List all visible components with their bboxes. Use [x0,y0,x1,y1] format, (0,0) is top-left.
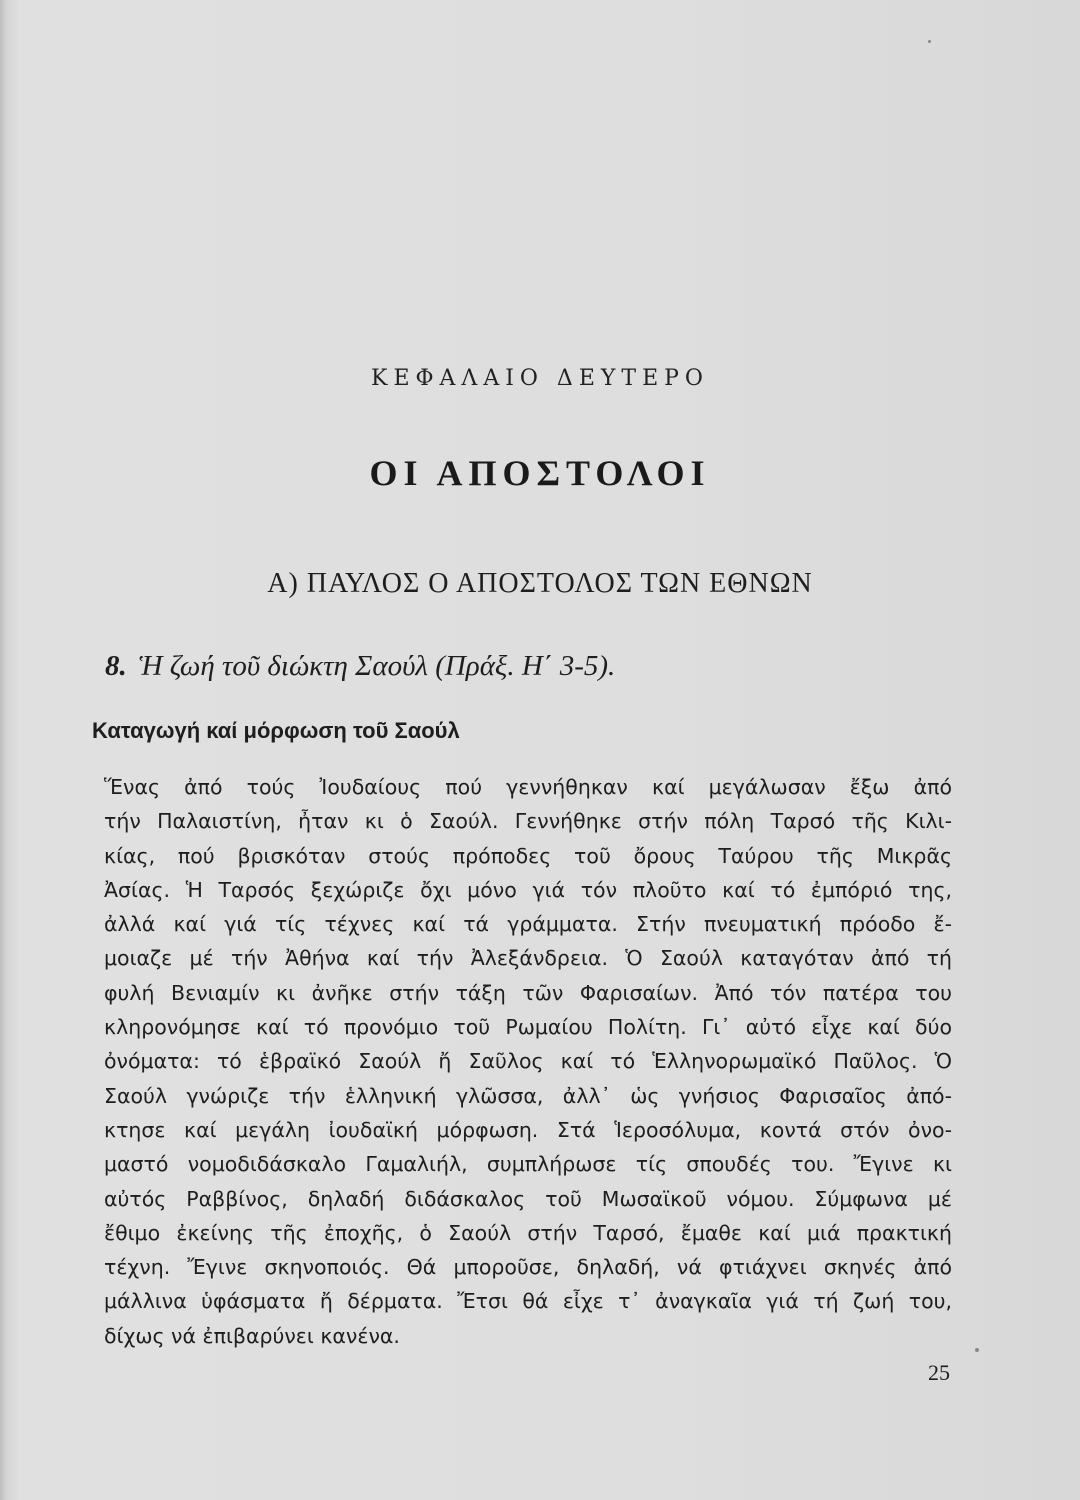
body-paragraph [104,770,952,1353]
body-line: τήν Παλαιστίνη, ἦταν κι ὁ Σαούλ. Γεννήθηκε στήν πόλη Ταρσό τῆς Κιλι- [104,809,952,834]
lesson-heading [105,650,615,683]
page-number: 25 [928,1360,950,1385]
body-line: κτησε καί μεγάλη ἰουδαϊκή μόρφωση. Στά Ἱεροσόλυμα, κοντά στόν ὀνο- [104,1117,952,1142]
body-line: Ἕνας ἀπό τούς Ἰουδαίους πού γεννήθηκαν καί μεγάλωσαν ἔξω ἀπό [104,775,952,799]
body-line: δίχως νά ἐπιβαρύνει κανένα. [104,1323,400,1348]
body-line: μάλλινα ὑφάσματα ἤ δέρματα. Ἔτσι θά εἶχε τ᾽ ἀναγκαῖα γιά τή ζωή του, [104,1289,952,1314]
body-line: Σαούλ γνώριζε τήν ἑλληνική γλῶσσα, ἀλλ᾽ ὡς γνήσιος Φαρισαῖος ἀπό- [104,1083,952,1108]
lesson-title: Ἡ ζωή τοῦ διώκτη Σαούλ (Πράξ. Η΄ 3-5). [138,650,616,682]
paper-speck [928,40,931,43]
body-line: μαστό νομοδιδάσκαλο Γαμαλιήλ, συμπλήρωσε τίς σπουδές του. Ἔγινε κι [104,1152,952,1177]
chapter-title: ΟΙ ΑΠΟΣΤΟΛΟΙ [369,453,711,493]
section-title: Α) ΠΑΥΛΟΣ Ο ΑΠΟΣΤΟΛΟΣ ΤΩΝ ΕΘΝΩΝ [267,568,813,599]
chapter-label: ΚΕΦΑΛΑΙΟ ΔΕΥΤΕΡΟ [371,366,709,391]
show-through-text [90,96,950,129]
subsection-title: Καταγωγή καί μόρφωση τοῦ Σαούλ [92,718,460,743]
body-line: ὀνόματα: τό ἑβραϊκό Σαούλ ἤ Σαῦλος καί τό Ἑλληνορωμαϊκό Παῦλος. Ὁ [104,1049,952,1074]
body-line: κληρονόμησε καί τό προνόμιο τοῦ Ρωμαίου Πολίτη. Γι᾽ αὐτό εἶχε καί δύο [104,1015,952,1040]
paper-speck [975,1348,979,1352]
body-line: αὐτός Ραββίνος, δηλαδή διδάσκαλος τοῦ Μωσαϊκοῦ νόμου. Σύμφωνα μέ [104,1186,952,1211]
body-line: κίας, πού βρισκόταν στούς πρόποδες τοῦ ὄρους Ταύρου τῆς Μικρᾶς [104,843,952,868]
body-line: μοιαζε μέ τήν Ἀθήνα καί τήν Ἀλεξάνδρεια. Ὁ Σαούλ καταγόταν ἀπό τή [104,946,952,971]
body-line: φυλή Βενιαμίν κι ἀνῆκε στήν τάξη τῶν Φαρισαίων. Ἀπό τόν πατέρα του [104,980,952,1005]
body-line: τέχνη. Ἔγινε σκηνοποιός. Θά μποροῦσε, δηλαδή, νά φτιάχνει σκηνές ἀπό [104,1255,952,1280]
body-line: Ἀσίας. Ἡ Ταρσός ξεχώριζε ὄχι μόνο γιά τόν πλοῦτο καί τό ἐμπόριό της, [104,877,952,902]
body-line: ἀλλά καί γιά τίς τέχνες καί τά γράμματα. Στήν πνευματική πρόοδο ἔ- [104,912,952,937]
lesson-number: 8. [105,650,127,682]
body-line: ἔθιμο ἐκείνης τῆς ἐποχῆς, ὁ Σαούλ στήν Ταρσό, ἔμαθε καί μιά πρακτική [104,1220,952,1245]
